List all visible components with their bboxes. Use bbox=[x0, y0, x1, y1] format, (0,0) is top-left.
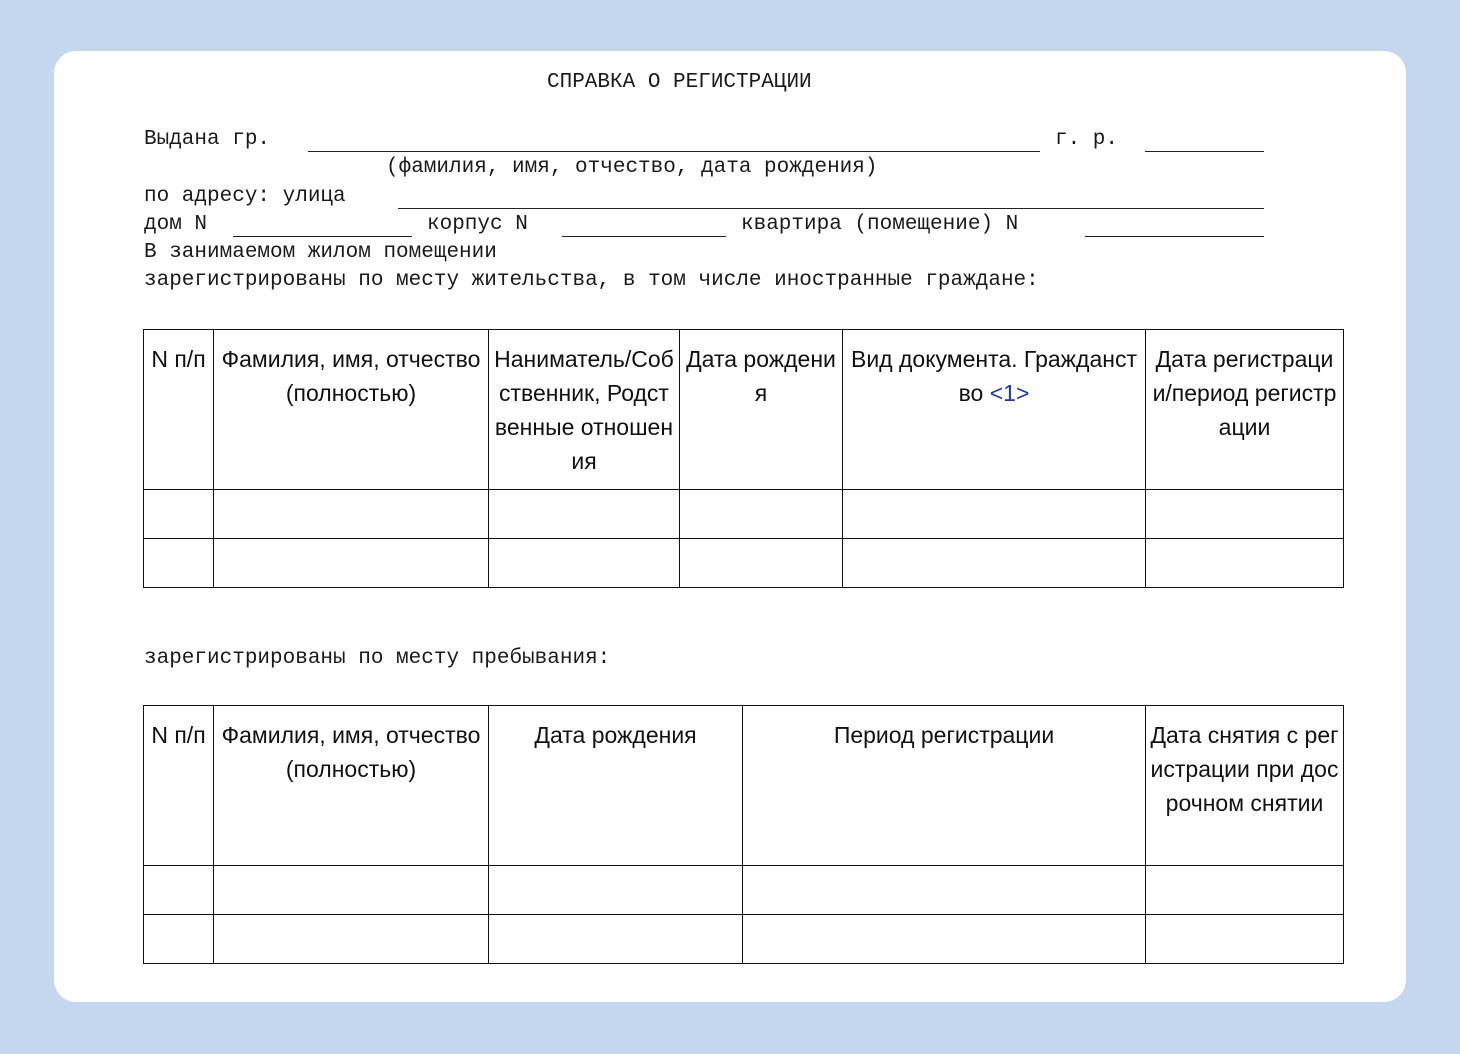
table-cell bbox=[1146, 490, 1344, 539]
header-cell: Дата рождения bbox=[489, 706, 743, 866]
table-cell bbox=[743, 915, 1146, 964]
residence-line: зарегистрированы по месту жительства, в том числе иностранные граждане: bbox=[144, 269, 1039, 292]
table-row bbox=[144, 915, 1344, 964]
header-cell: N п/п bbox=[144, 330, 214, 490]
table-cell bbox=[489, 539, 680, 588]
header-cell: Дата снятия с регистрации при досрочном снятии bbox=[1146, 706, 1344, 866]
stay-table bbox=[143, 705, 1344, 964]
issued-label: Выдана гр. bbox=[144, 128, 271, 151]
birth-year-label: г. р. bbox=[1055, 128, 1119, 151]
header-cell: Дата рождения bbox=[680, 330, 843, 490]
table-cell bbox=[489, 866, 743, 915]
table-row bbox=[144, 490, 1344, 539]
table-cell bbox=[680, 490, 843, 539]
table-header-row bbox=[144, 330, 1344, 490]
stay-line: зарегистрированы по месту пребывания: bbox=[144, 647, 611, 670]
header-cell bbox=[843, 330, 1146, 490]
page-title: СПРАВКА О РЕГИСТРАЦИИ bbox=[547, 71, 812, 94]
building-field-line bbox=[562, 236, 726, 237]
table-cell bbox=[144, 490, 214, 539]
name-field-hint: (фамилия, имя, отчество, дата рождения) bbox=[386, 156, 878, 179]
header-cell: Наниматель/Собственник, Родственные отношения bbox=[489, 330, 680, 490]
table-cell bbox=[843, 539, 1146, 588]
street-field-line bbox=[398, 208, 1264, 209]
table-cell bbox=[843, 490, 1146, 539]
header-cell: Фамилия, имя, отчество (полностью) bbox=[214, 706, 489, 866]
footnote-link[interactable]: <1> bbox=[989, 380, 1030, 406]
apartment-label: квартира (помещение) N bbox=[741, 213, 1019, 236]
table-header-row bbox=[144, 706, 1344, 866]
house-field-line bbox=[233, 236, 412, 237]
table-row bbox=[144, 539, 1344, 588]
residence-table bbox=[143, 329, 1344, 588]
table-row bbox=[144, 866, 1344, 915]
name-field-line bbox=[308, 151, 1040, 152]
premises-line: В занимаемом жилом помещении bbox=[144, 241, 497, 264]
house-label: дом N bbox=[144, 213, 208, 236]
header-cell: Период регистрации bbox=[743, 706, 1146, 866]
birth-year-field-line bbox=[1145, 151, 1264, 152]
table-cell bbox=[1146, 539, 1344, 588]
table-cell bbox=[214, 490, 489, 539]
table-cell bbox=[489, 490, 680, 539]
table-cell bbox=[1146, 915, 1344, 964]
building-label: корпус N bbox=[427, 213, 528, 236]
header-cell: Дата регистрации/период регистрации bbox=[1146, 330, 1344, 490]
table-cell bbox=[214, 539, 489, 588]
table-cell bbox=[144, 539, 214, 588]
table-cell bbox=[680, 539, 843, 588]
address-label: по адресу: улица bbox=[144, 185, 346, 208]
header-cell: Фамилия, имя, отчество (полностью) bbox=[214, 330, 489, 490]
table-cell bbox=[214, 866, 489, 915]
table-cell bbox=[489, 915, 743, 964]
table-cell bbox=[214, 915, 489, 964]
header-cell-text: Вид документа. Гражданство bbox=[850, 346, 1137, 406]
table-cell bbox=[144, 866, 214, 915]
table-cell bbox=[743, 866, 1146, 915]
table-cell bbox=[144, 915, 214, 964]
header-cell: N п/п bbox=[144, 706, 214, 866]
apartment-field-line bbox=[1085, 236, 1264, 237]
table-cell bbox=[1146, 866, 1344, 915]
